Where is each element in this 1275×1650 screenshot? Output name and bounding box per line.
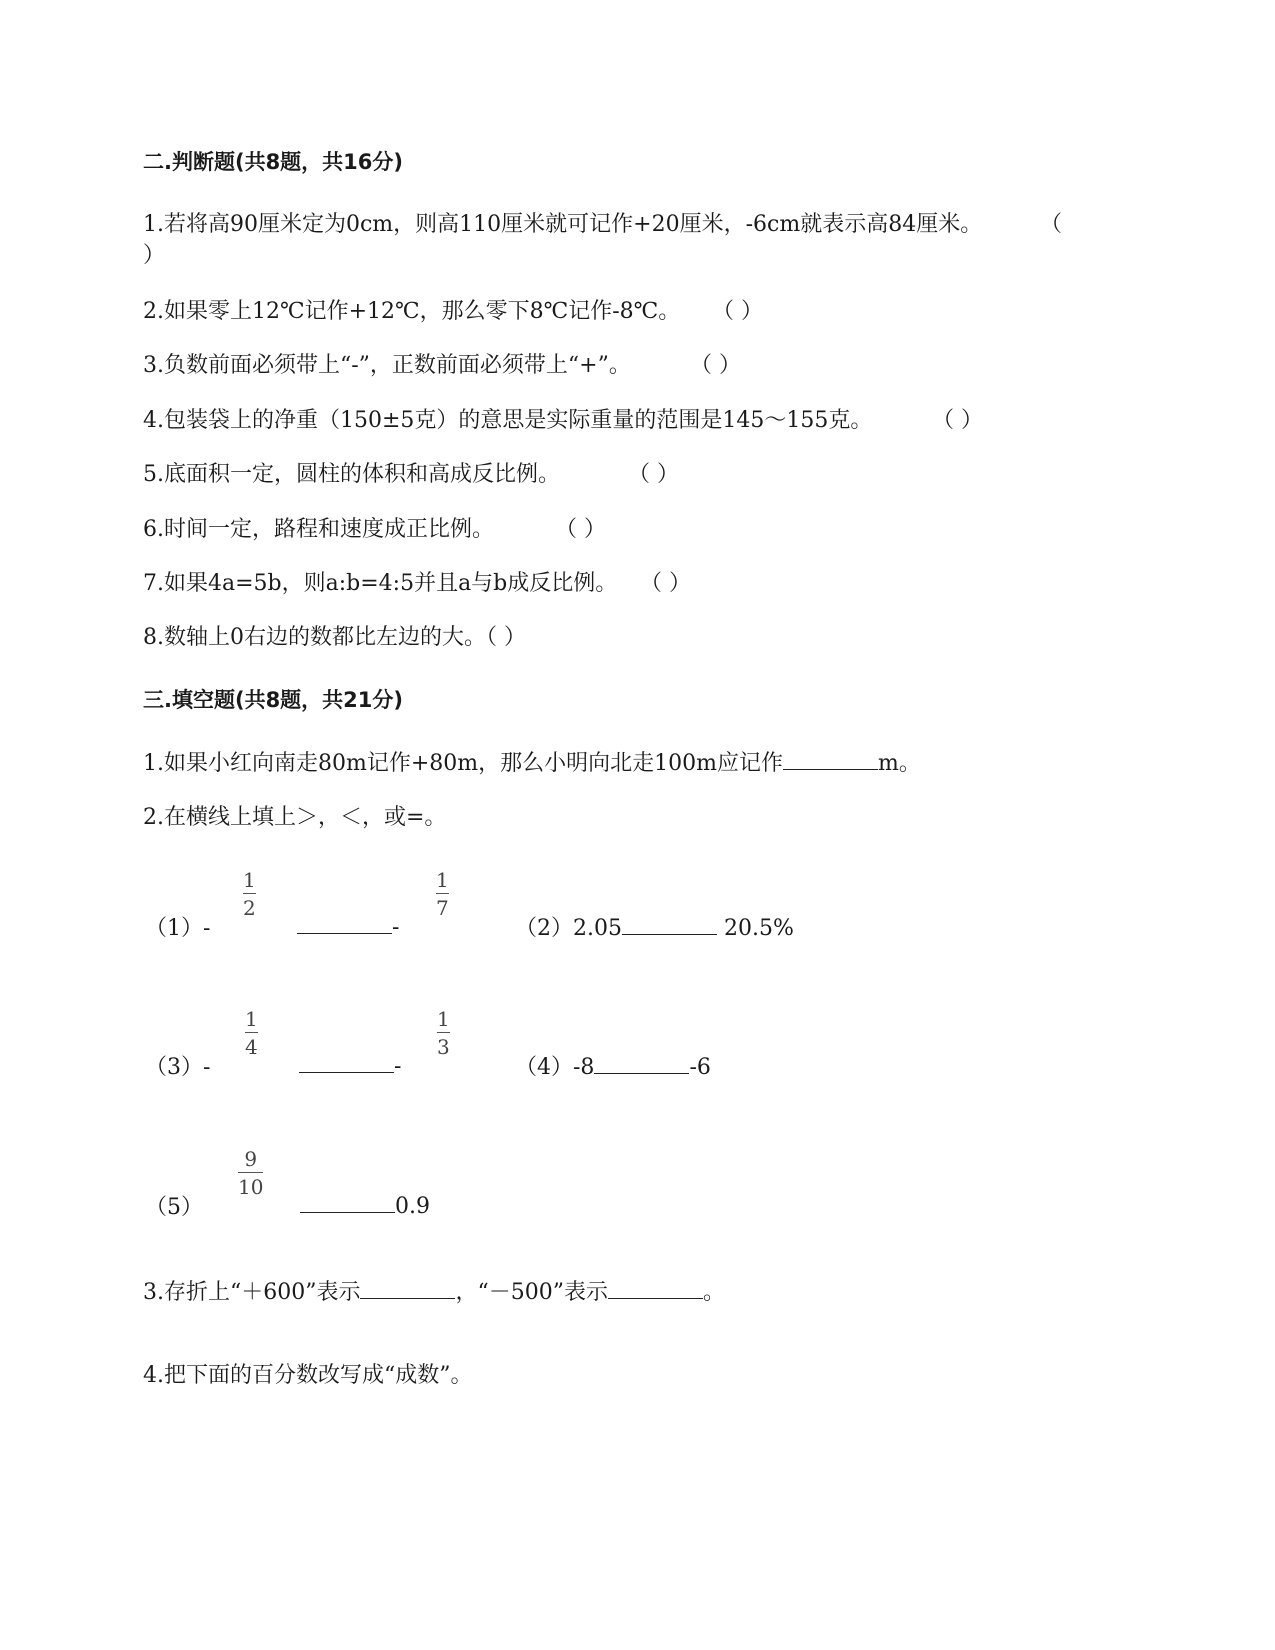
judge-question-4: 4.包装袋上的净重（150±5克）的意思是实际重量的范围是145～155克。 <box>143 408 873 433</box>
judge-q3-answer-paren: （ ） <box>690 353 741 378</box>
fraction-numerator: 1 <box>437 1007 450 1031</box>
judge-q1-paren-close: ） <box>143 243 166 268</box>
fraction-1-4 <box>245 1009 258 1057</box>
section-3-heading: 三.填空题(共8题，共21分) <box>143 688 404 712</box>
compare-item-2 <box>515 911 794 942</box>
judge-question-1: 1.若将高90厘米定为0cm，则高110厘米就可记作+20厘米，-6cm就表示高84厘米。 <box>143 212 983 237</box>
compare-item-2-label: （2）2.05 <box>515 916 622 941</box>
compare-item-5 <box>300 1190 430 1219</box>
fill-q1-blank[interactable] <box>783 747 878 770</box>
judge-question-8: 8.数轴上0右边的数都比左边的大。（ ） <box>143 625 526 650</box>
fill-question-3 <box>143 1275 725 1306</box>
fill-q3-blank-2[interactable] <box>608 1276 703 1299</box>
compare-item-2-right: 20.5% <box>716 916 794 941</box>
compare-item-5-right: 0.9 <box>395 1194 430 1219</box>
fraction-denominator: 4 <box>245 1035 258 1059</box>
compare-item-5-blank[interactable] <box>300 1190 395 1213</box>
fill-question-1 <box>143 746 921 777</box>
fill-question-2: 2.在横线上填上＞，＜，或=。 <box>143 805 447 830</box>
judge-q7-answer-paren: （ ） <box>640 571 691 596</box>
fraction-denominator: 7 <box>436 896 449 920</box>
fraction-numerator: 9 <box>244 1147 258 1171</box>
fraction-bar <box>436 893 449 894</box>
fraction-bar <box>437 1032 450 1033</box>
fraction-bar <box>243 893 256 894</box>
fill-q1-text: 1.如果小红向南走80m记作+80m，那么小明向北走100m应记作 <box>143 751 783 776</box>
fraction-9-10 <box>238 1149 263 1197</box>
compare-item-4-blank[interactable] <box>594 1051 689 1074</box>
compare-item-1-blank-group <box>297 911 399 940</box>
compare-item-2-blank[interactable] <box>622 912 717 935</box>
fraction-1-7 <box>436 870 449 918</box>
judge-q6-answer-paren: （ ） <box>555 517 606 542</box>
fraction-bar <box>245 1032 258 1033</box>
fraction-denominator: 3 <box>437 1035 450 1059</box>
compare-item-4-right: -6 <box>689 1055 711 1080</box>
fraction-bar <box>238 1172 263 1173</box>
compare-item-1-minus: - <box>392 915 400 940</box>
compare-item-4-label: （4）-8 <box>515 1055 595 1080</box>
judge-q4-answer-paren: （ ） <box>932 408 983 433</box>
judge-question-2: 2.如果零上12℃记作+12℃，那么零下8℃记作-8℃。 <box>143 299 681 324</box>
judge-question-6: 6.时间一定，路程和速度成正比例。 <box>143 517 494 542</box>
compare-item-4 <box>515 1050 711 1081</box>
fraction-1-2 <box>243 870 256 918</box>
fill-q3-part-a: 3.存折上“＋600”表示 <box>143 1280 361 1305</box>
judge-q1-paren-open: （ <box>1040 212 1063 237</box>
judge-question-3: 3.负数前面必须带上“-”，正数前面必须带上“+”。 <box>143 353 631 378</box>
fill-q3-part-c: 。 <box>702 1280 725 1305</box>
judge-q5-answer-paren: （ ） <box>628 462 679 487</box>
judge-q2-answer-paren: （ ） <box>712 299 763 324</box>
fill-q3-blank-1[interactable] <box>360 1276 455 1299</box>
fill-question-4: 4.把下面的百分数改写成“成数”。 <box>143 1363 473 1388</box>
compare-item-1-blank[interactable] <box>297 911 392 934</box>
judge-question-5: 5.底面积一定，圆柱的体积和高成反比例。 <box>143 462 560 487</box>
compare-item-5-label: （5） <box>145 1195 203 1220</box>
fill-q1-unit: m。 <box>878 751 921 776</box>
fraction-numerator: 1 <box>436 868 449 892</box>
fraction-denominator: 10 <box>238 1175 264 1199</box>
judge-question-7: 7.如果4a=5b，则a:b=4:5并且a与b成反比例。 <box>143 571 618 596</box>
compare-item-3-minus: - <box>394 1054 402 1079</box>
compare-item-3-label: （3）- <box>145 1055 211 1080</box>
fill-q3-part-b: ，“－500”表示 <box>455 1280 608 1305</box>
fraction-denominator: 2 <box>243 896 256 920</box>
compare-item-3-blank-group <box>299 1050 401 1079</box>
fraction-1-3 <box>437 1009 450 1057</box>
section-2-heading: 二.判断题(共8题，共16分) <box>143 150 404 174</box>
compare-item-3-blank[interactable] <box>299 1050 394 1073</box>
compare-item-1-label: （1）- <box>145 916 211 941</box>
fraction-numerator: 1 <box>243 868 256 892</box>
fraction-numerator: 1 <box>245 1007 258 1031</box>
